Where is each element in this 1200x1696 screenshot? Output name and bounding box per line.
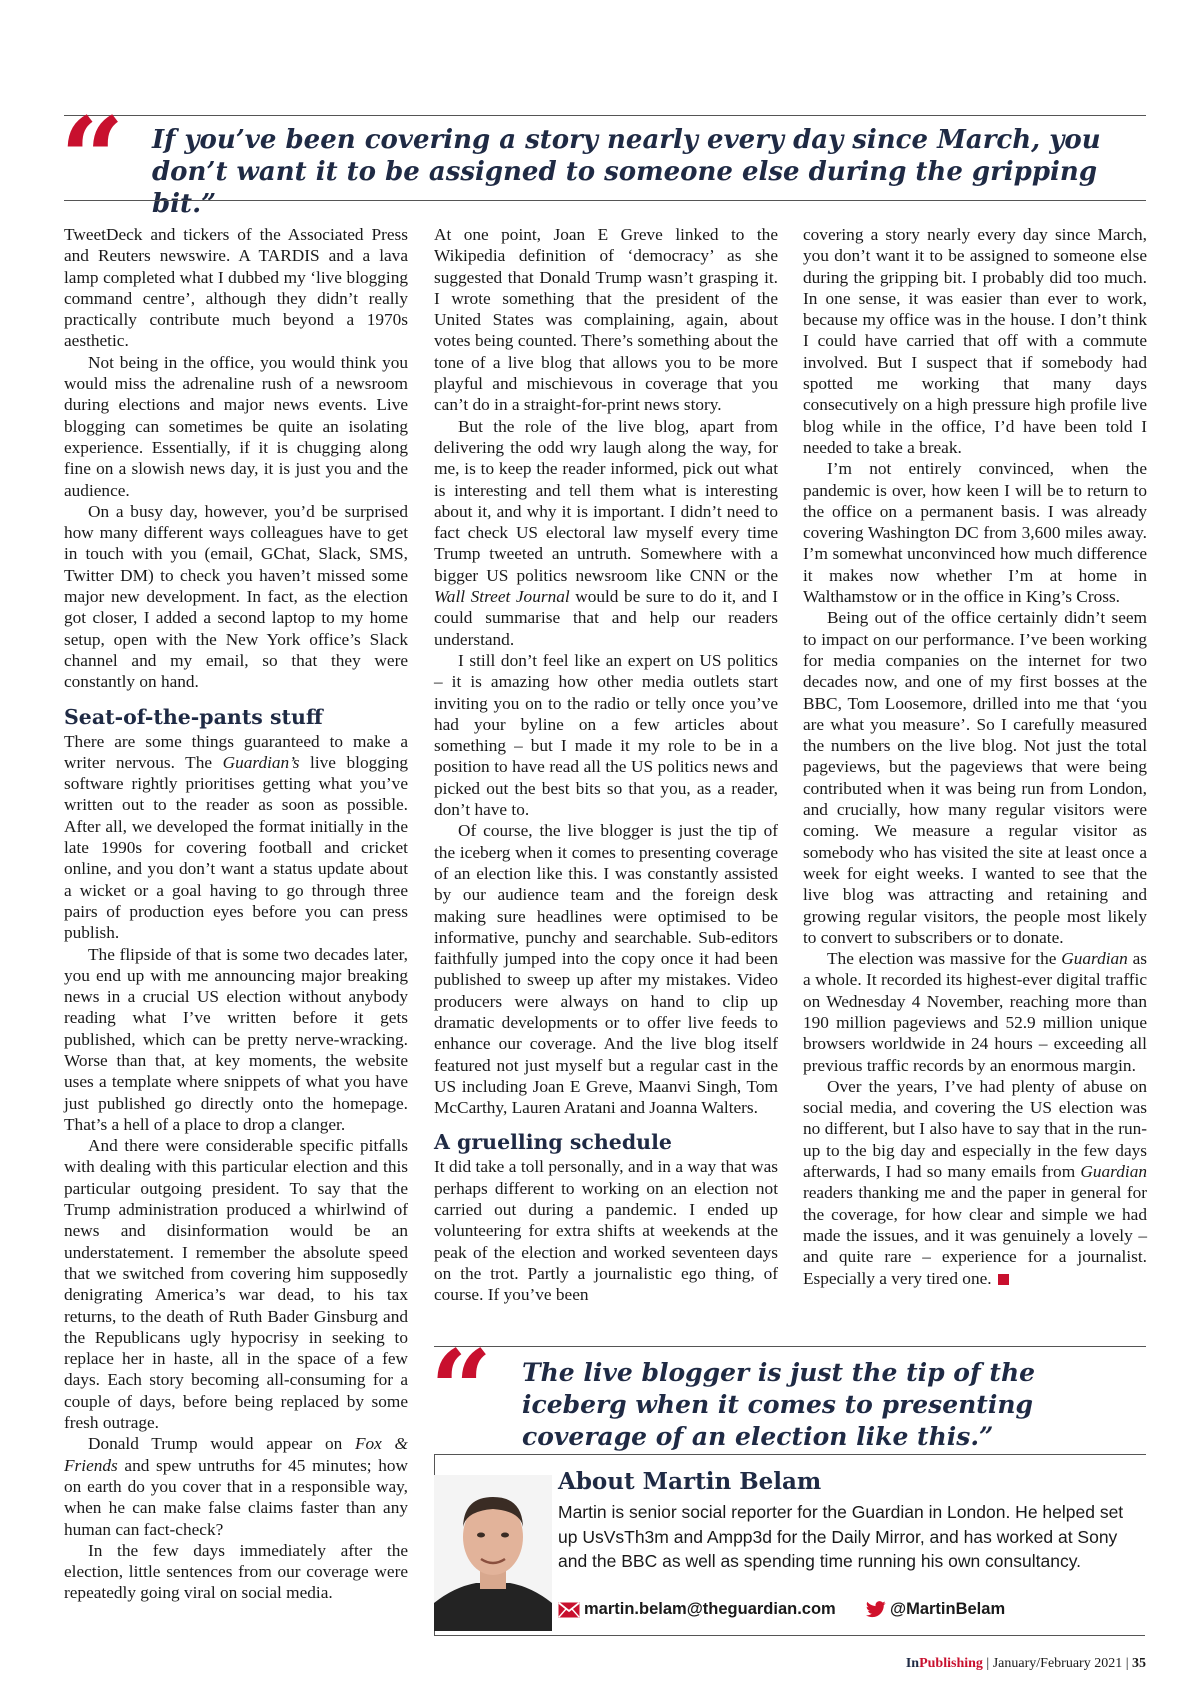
paragraph: TweetDeck and tickers of the Associated Press and Reuters newswire. A TARDIS and a lava lamp completed what I dubbed my ‘live blogging command centre’, although they didn’t really practically contribute much beyond a 1970s aesthetic. (64, 225, 408, 351)
paragraph: Of course, the live blogger is just the tip of the iceberg when it comes to presenting coverage of an election like this. I was constantly assisted by our audience team and the foreign desk making sure headlines were optimised to be informative, punchy and searchable. Sub-editors faithfully jumped into the copy once it had been published to sweep up after my mistakes. Video producers were always on hand to clip up dramatic developments or to offer live feeds to enhance our coverage. And the live blog itself featured not just myself but a regular cast in the US including Joan E Greve, Maanvi Singh, Tom McCarthy, Lauren Aratani and Joanna Walters. (434, 821, 778, 1118)
paragraph: Over the years, I’ve had plenty of abuse on social media, and covering the US election was no different, but I also have to say that in the run-up to the big day and especially in the few days afterwards, I had so many emails from Guardian readers thanking me and the paper in general for the coverage, for how clear and simple we had made the issues, and it was genuinely a lovely – and quite rare – experience for a journalist. Especially a very tired one. (803, 1076, 1147, 1288)
email-icon (558, 1602, 580, 1618)
author-photo (434, 1475, 552, 1631)
author-twitter-text: @MartinBelam (890, 1600, 1006, 1618)
paragraph: I’m not entirely convinced, when the pandemic is over, how keen I will be to return to the office on a permanent basis. I was already covering Washington DC from 3,600 miles away. I’m somewhat unconvinced how much difference it makes now whether I’m at home in Walthamstow or in the office in King’s Cross. (803, 459, 1147, 607)
page-number: 35 (1132, 1656, 1146, 1671)
subheading-gruelling-schedule: A gruelling schedule (434, 1130, 672, 1155)
paragraph: It did take a toll personally, and in a way that was perhaps different to working on an election not carried out during a pandemic. I ended up volunteering for extra shifts at weekends at the peak of the election and worked seventeen days on the trot. Partly a journalistic ego thing, of course. If you’ve been (434, 1157, 778, 1305)
paragraph: And there were considerable specific pitfalls with dealing with this particular election and this particular outgoing president. To say that the Trump administration produced a whirlwind of news and disinformation would be an understatement. I remember the absolute speed that we switched from covering him supposedly denigrating America’s war dead, to his tax returns, to the death of Ruth Bader Ginsburg and the Republicans ugly hypocrisy in seeking to replace her in haste, all in the space of a few days. Each story becoming all-consuming for a couple of days, before being replaced by some fresh outrage. (64, 1136, 408, 1433)
author-email[interactable] (558, 1600, 836, 1619)
author-twitter[interactable] (866, 1600, 1005, 1619)
paragraph: Not being in the office, you would think you would miss the adrenaline rush of a newsroom during elections and major news events. Live blogging can sometimes be quite an isolating experience. Essentially, if it is chugging along fine on a slowish news day, it is just you and the audience. (64, 352, 408, 500)
twitter-bird-icon (866, 1601, 886, 1618)
paragraph: In the few days immediately after the election, little sentences from our coverage were repeatedly going viral on social media. (64, 1540, 408, 1603)
brand-publishing: Publishing (919, 1656, 983, 1671)
article-column-2 (434, 224, 778, 1306)
paragraph: The flipside of that is some two decades later, you end up with me announcing major breaking news in a crucial US election without anybody reading what I’ve written before it gets published, which can be pretty nerve-wracking. Worse than that, at key moments, the website uses a template where snippets of what you have just published go directly onto the homepage. That’s a hell of a place to drop a clanger. (64, 944, 408, 1134)
bottom-pull-quote: The live blogger is just the tip of the iceberg when it comes to presenting coverage of an election like this.” (522, 1358, 1036, 1451)
paragraph: The election was massive for the Guardian as a whole. It recorded its highest-ever digital traffic on Wednesday 4 November, reaching more than 190 million pageviews and 52.9 million unique browsers worldwide in 24 hours – exceeding all previous traffic records by an enormous margin. (803, 949, 1147, 1075)
brand-in: In (905, 1656, 920, 1671)
paragraph: On a busy day, however, you’d be surprised how many different ways colleagues have to get in touch with you (email, GChat, Slack, SMS, Twitter DM) to check you haven’t missed some major new development. In fact, as the election got closer, I added a second laptop to my home setup, open with the New York office’s Slack channel and my email, so that they were constantly on hand. (64, 501, 408, 692)
bottom-quote-mark: “ (430, 1327, 493, 1453)
paragraph: Being out of the office certainly didn’t seem to impact on our performance. I’ve been working for media companies on the internet for two decades now, and one of my first bosses at the BBC, Tom Loosemore, drilled into me that ‘you are what you measure’. So I carefully measured the numbers on the live blog. Not just the total pageviews, but the pageviews that were being contributed when it was being run from London, and crucially, how many regular visitors were coming. We measure a regular visitor as somebody who has visited the site at least once a week for eight weeks. I wanted to see that the live blog was attracting and retaining and growing regular visitors, the people most likely to convert to subscribers or to donate. (803, 608, 1147, 947)
top-quote-rule-top (64, 115, 1146, 116)
paragraph: At one point, Joan E Greve linked to the Wikipedia definition of ‘democracy’ as she suggested that Donald Trump wasn’t grasping it. I wrote something that the president of the United States was complaining, again, about votes being counted. There’s something about the tone of a live blog that allows you to be more playful and mischievous in coverage that you can’t do in a straight-for-print news story. (434, 225, 778, 415)
bottom-quote-rule-top (434, 1346, 1146, 1347)
page-footer (906, 1656, 1146, 1672)
paragraph: But the role of the live blog, apart from delivering the odd wry laugh along the way, for me, is to keep the reader informed, pick out what is interesting and tell them what is interesting about it, and why it is important. I didn’t need to fact check US electoral law myself every time Trump tweeted an untruth. Somewhere with a bigger US politics newsroom like CNN or the Wall Street Journal would be sure to do it, and I could summarise that and help our readers understand. (434, 416, 778, 649)
paragraph: covering a story nearly every day since March, you don’t want it to be assigned to someone else during the gripping bit. I probably did too much. In one sense, it was easier than ever to work, because my office was in the house. I don’t think I could have carried that off with a commute involved. But I suspect that if somebody had spotted me working that many days consecutively on a high pressure high profile live blog while in the office, I’d have been told I needed to take a break. (803, 225, 1147, 457)
paragraph: I still don’t feel like an expert on US politics – it is amazing how other media outlets start inviting you on to the radio or telly once you’ve had your byline on a few articles about something – but I made it my role to be in a position to have read all the US politics news and picked out the best bits so that you, as a reader, don’t have to. (434, 650, 778, 820)
top-pull-quote: If you’ve been covering a story nearly every day since March, you don’t want it to be assigned to someone else during the gripping bit.” (152, 125, 1101, 219)
author-bio: Martin is senior social reporter for the Guardian in London. He helped set up UsVsTh3m and Ampp3d for the Daily Mirror, and has worked at Sony and the BBC as well as spending time running his own consultancy. (558, 1502, 1124, 1571)
subheading-seat-of-the-pants: Seat-of-the-pants stuff (64, 704, 323, 729)
end-of-article-icon (998, 1274, 1009, 1285)
top-quote-rule-bottom (64, 200, 1146, 201)
author-heading: About Martin Belam (558, 1468, 822, 1495)
issue-date: | January/February 2021 | (982, 1656, 1132, 1671)
paragraph: Donald Trump would appear on Fox & Friends and spew untruths for 45 minutes; how on earth do you cover that in a responsible way, when he can make false claims faster than any human can fact-check? (64, 1434, 408, 1539)
paragraph: There are some things guaranteed to make a writer nervous. The Guardian’s live blogging software rightly prioritises getting what you’ve written out to the reader as soon as possible. After all, we developed the format initially in the late 1990s for covering football and cricket online, and you don’t want a status update about a wicket or a goal having to go through three pairs of production eyes before you can press publish. (64, 731, 408, 943)
article-column-1 (64, 224, 408, 1604)
author-email-text: martin.belam@theguardian.com (584, 1600, 836, 1618)
top-quote-mark: “ (60, 94, 125, 225)
article-column-3 (803, 224, 1147, 1289)
